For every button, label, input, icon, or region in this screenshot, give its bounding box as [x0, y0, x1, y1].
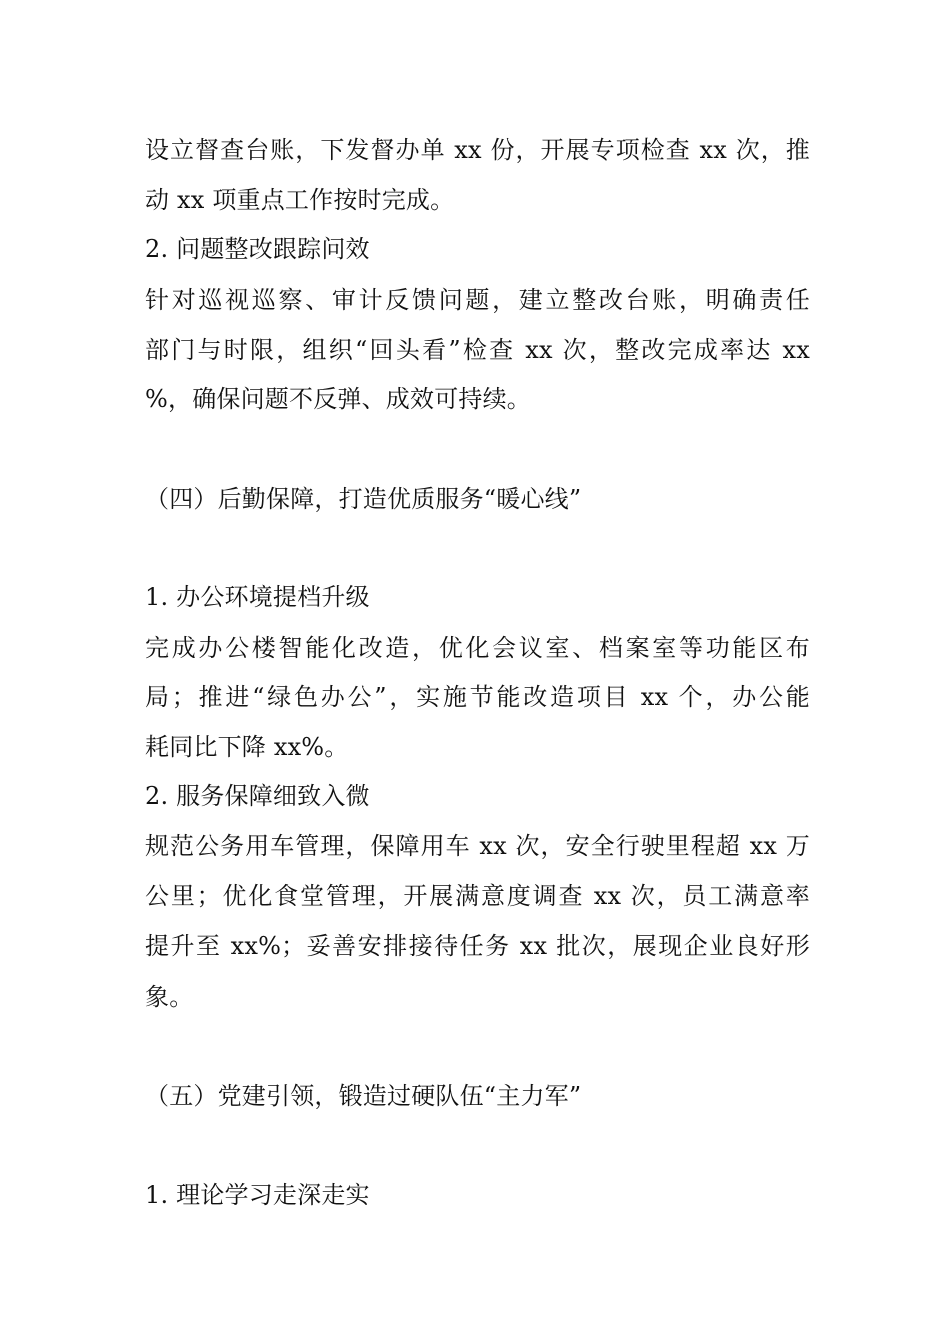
section-heading: （五）党建引领，锻造过硬队伍“主力军” — [145, 1082, 582, 1110]
subheading: 2. 问题整改跟踪问效 — [145, 235, 370, 263]
paragraph-line: 针对巡视巡察、审计反馈问题，建立整改台账，明确责任 — [145, 286, 810, 314]
paragraph-line: 规范公务用车管理，保障用车 xx 次，安全行驶里程超 xx 万 — [145, 832, 810, 860]
subheading: 1. 理论学习走深走实 — [145, 1181, 370, 1209]
paragraph-line: 动 xx 项重点工作按时完成。 — [145, 186, 455, 214]
paragraph-line: 局；推进“绿色办公”，实施节能改造项目 xx 个，办公能 — [145, 683, 810, 711]
paragraph-line: 部门与时限，组织“回头看”检查 xx 次，整改完成率达 xx — [145, 336, 810, 364]
paragraph-line: 设立督查台账，下发督办单 xx 份，开展专项检查 xx 次，推 — [145, 136, 810, 164]
subheading: 2. 服务保障细致入微 — [145, 782, 370, 810]
subheading: 1. 办公环境提档升级 — [145, 583, 370, 611]
paragraph-line: 象。 — [145, 983, 194, 1011]
paragraph-line: 完成办公楼智能化改造，优化会议室、档案室等功能区布 — [145, 634, 810, 662]
section-heading: （四）后勤保障，打造优质服务“暖心线” — [145, 485, 582, 513]
paragraph-line: 公里；优化食堂管理，开展满意度调查 xx 次，员工满意率 — [145, 882, 810, 910]
paragraph-line: %，确保问题不反弹、成效可持续。 — [145, 385, 532, 413]
paragraph-line: 耗同比下降 xx%。 — [145, 733, 349, 761]
paragraph-line: 提升至 xx%；妥善安排接待任务 xx 批次，展现企业良好形 — [145, 932, 810, 960]
